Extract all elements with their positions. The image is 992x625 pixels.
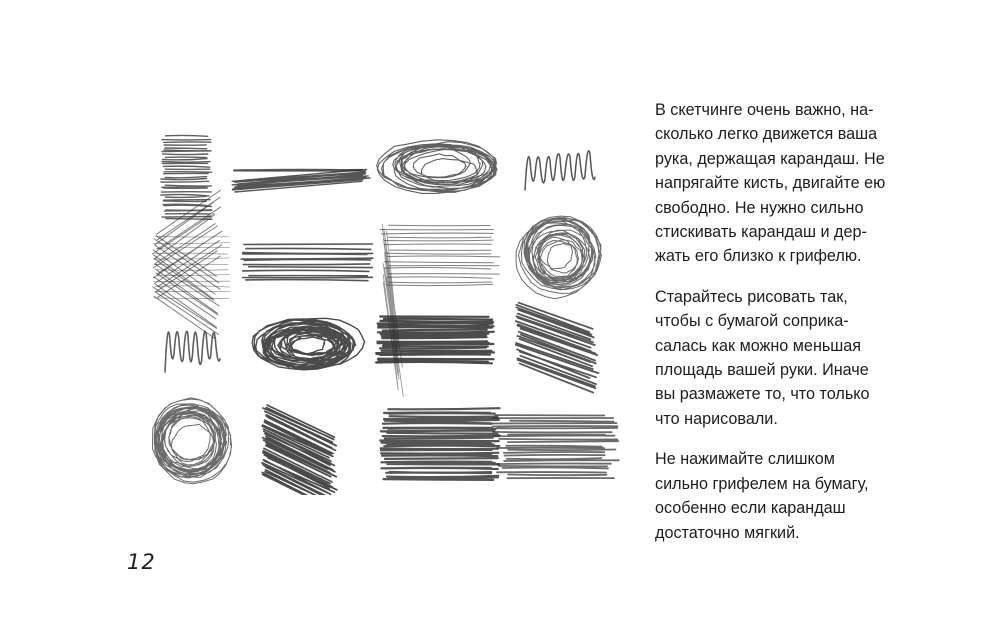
- page-number: 12: [127, 550, 156, 574]
- swatch-spiral: [153, 398, 232, 484]
- swatch-heavy-block: [380, 408, 499, 480]
- swatch-line-bundle: [241, 244, 373, 281]
- swatch-crosshatch: [152, 190, 230, 338]
- text-line: Старайтесь рисовать так,: [655, 287, 848, 306]
- text-line: особенно если карандаш: [655, 499, 846, 518]
- swatch-oval-scribble: [377, 140, 497, 194]
- text-line: жать его близко к грифелю.: [655, 247, 862, 266]
- swatch-grid-hatch: [380, 224, 500, 396]
- text-line: сильно грифелем на бумагу,: [655, 474, 869, 493]
- swatch-fading-oval: [493, 415, 619, 478]
- text-line: сколько легко движется ваша: [655, 125, 878, 144]
- swatch-dense-oval: [252, 318, 365, 370]
- text-line: напрягайте кисть, двигайте ею: [655, 174, 886, 193]
- text-line: рука, держащая карандаш. Не: [655, 149, 885, 168]
- text-line: вы размажете то, что только: [655, 385, 870, 404]
- swatch-slanted-block: [262, 405, 337, 495]
- text-line: чтобы с бумагой соприка-: [655, 312, 849, 331]
- pencil-stroke-samples: [140, 125, 620, 495]
- text-line: салась как можно меньшая: [655, 336, 862, 355]
- paragraph-1: [655, 98, 985, 269]
- text-line: стискивать карандаш и дер-: [655, 223, 867, 242]
- swatch-circle-scribble: [516, 216, 602, 299]
- swatch-two-lines: [232, 169, 370, 192]
- swatch-horizontal-hatch: [161, 135, 212, 219]
- paragraph-3: [655, 447, 985, 545]
- swatch-wave-scribble: [165, 331, 220, 372]
- text-line: что нарисовали.: [655, 409, 778, 428]
- text-line: Не нажимайте слишком: [655, 450, 835, 469]
- swatch-diagonal-loops: [525, 151, 595, 190]
- text-line: свободно. Не нужно сильно: [655, 198, 864, 217]
- text-line: В скетчинге очень важно, на-: [655, 101, 874, 119]
- paragraph-2: [655, 285, 985, 431]
- swatch-diagonal-block: [516, 303, 599, 393]
- text-line: достаточно мягкий.: [655, 523, 800, 542]
- text-line: площадь вашей руки. Иначе: [655, 361, 869, 380]
- text-column: [655, 98, 985, 561]
